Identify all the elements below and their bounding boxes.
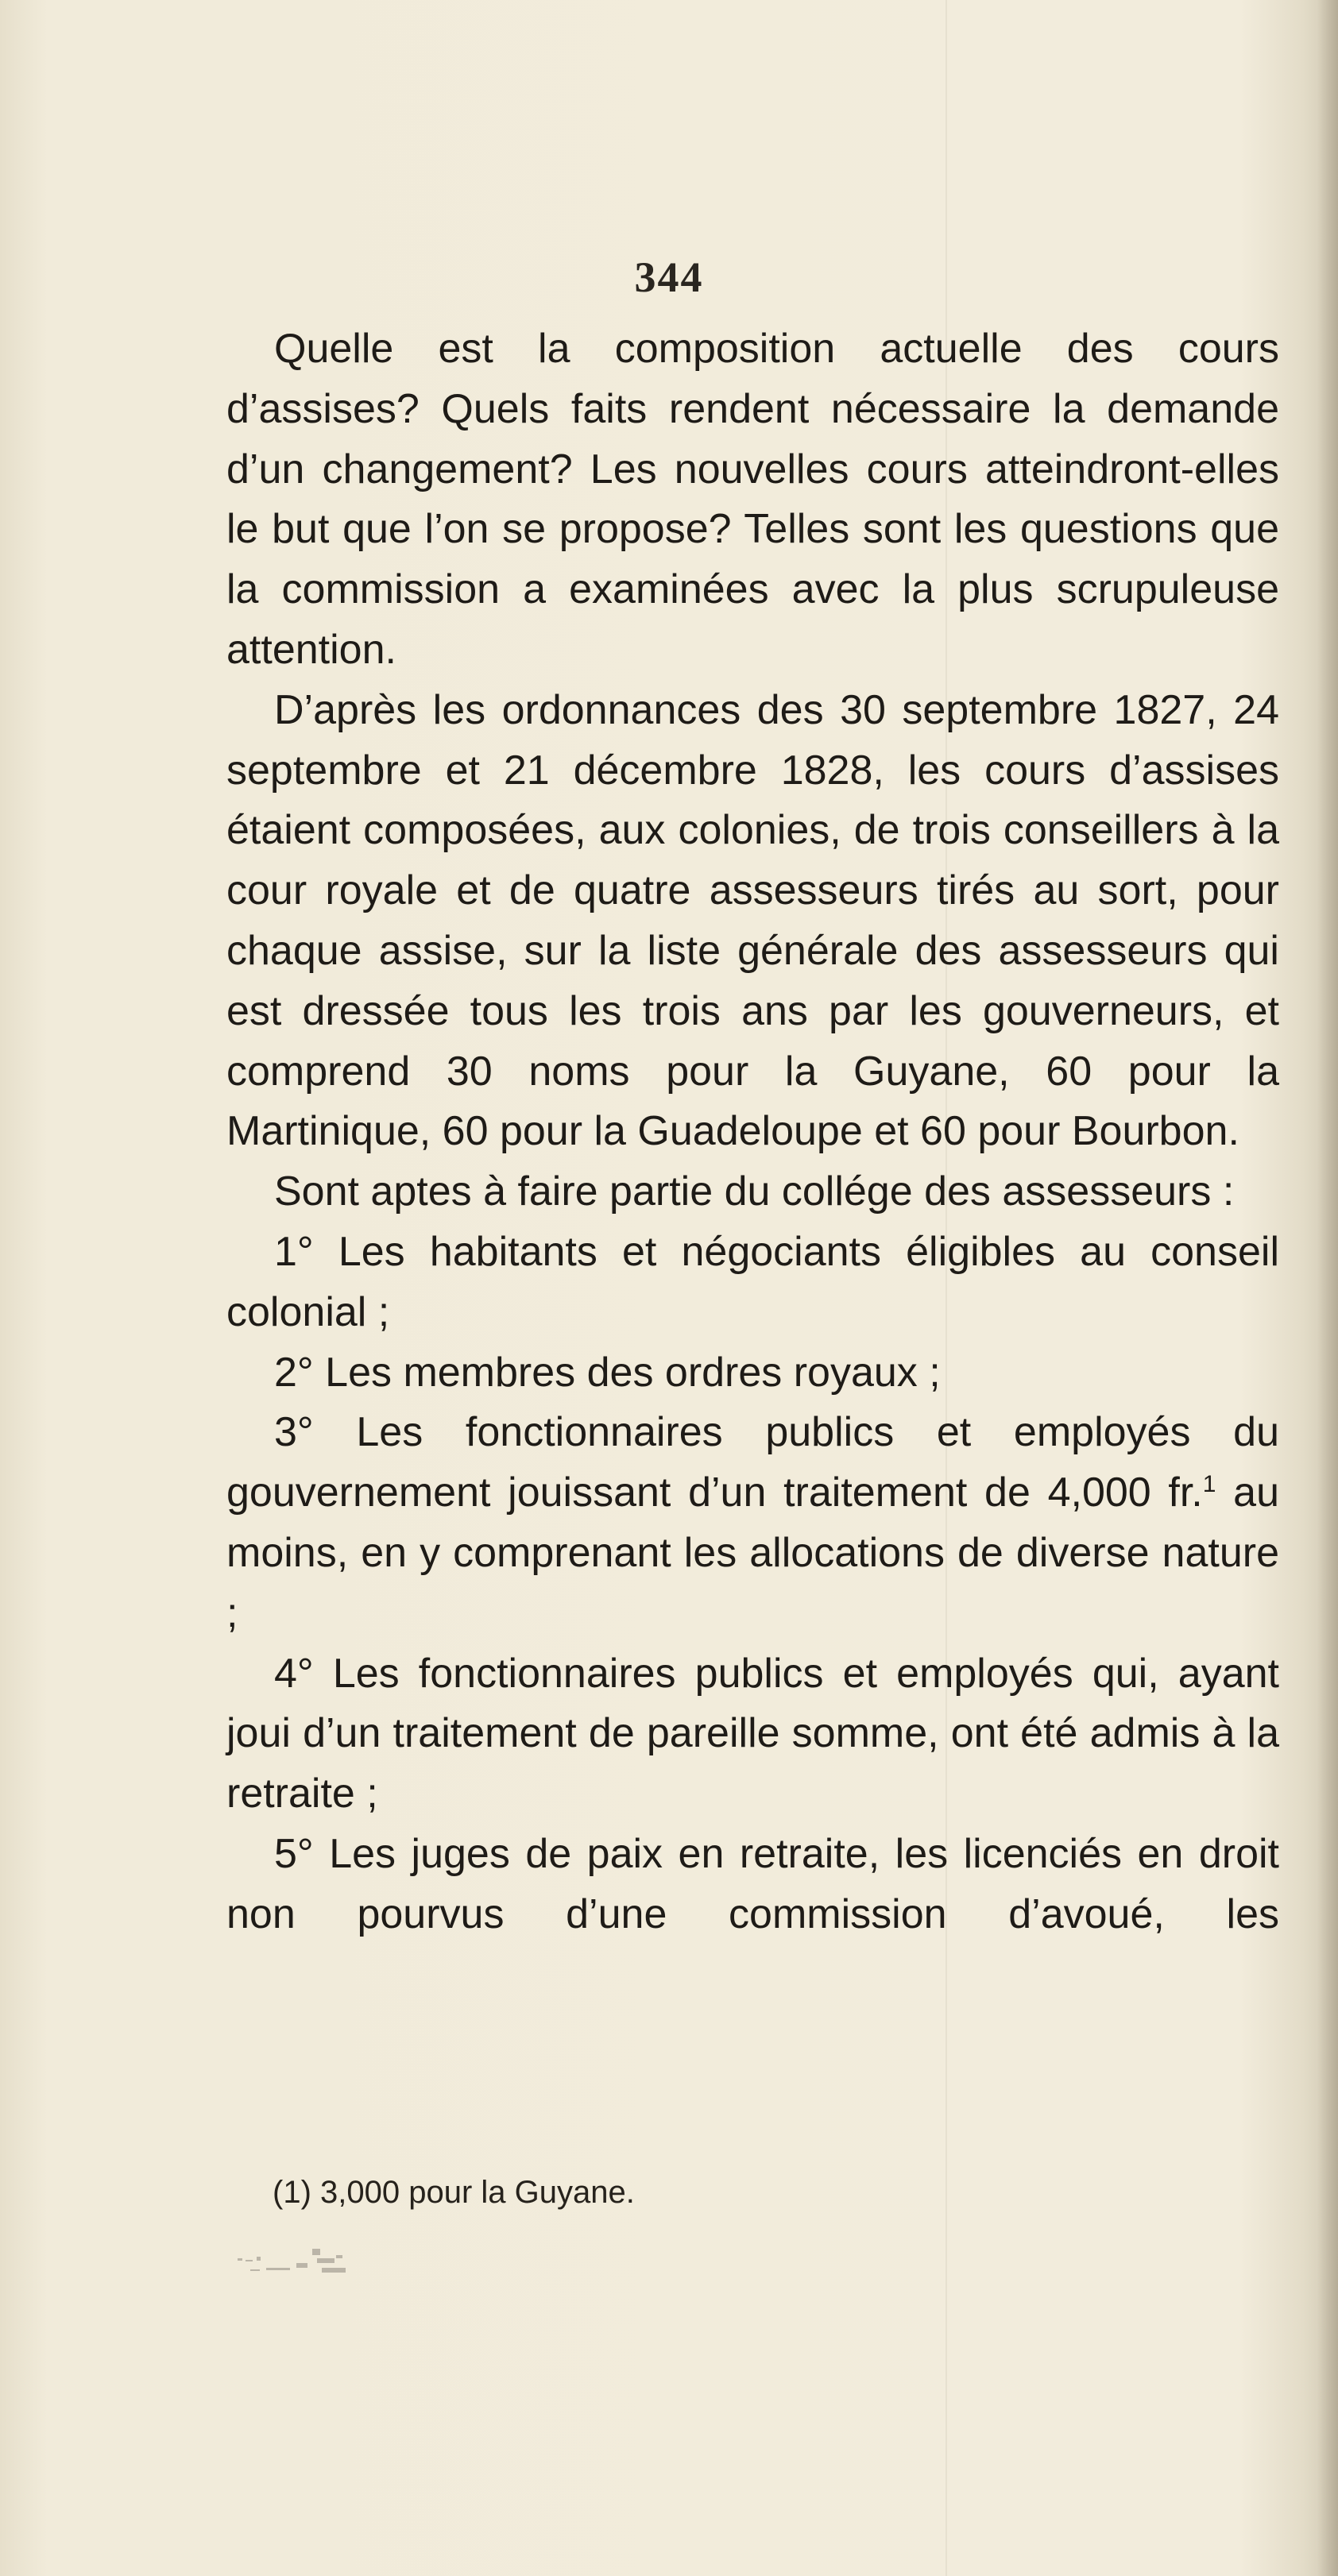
footnote-marker: 1 (1202, 1471, 1216, 1498)
list-item-3-continued: au moins, en y comprenant les allocations de diverse nature ; (226, 1470, 1280, 1636)
footnote: (1) 3,000 pour la Guyane. (273, 2175, 635, 2210)
list-item-2: 2° Les membres des ordres royaux ; (274, 1349, 941, 1396)
paragraph-intro: Quelle est la composition actuelle des cours d’assises? Quels faits rendent nécessaire la demande d’un changement? Les nouvelles cours atteindront-elles le but que l’on se propose? Telles sont les questions que la commission a examinées avec la plus scrupuleuse attention. (226, 326, 1279, 673)
list-item-5: 5° Les juges de paix en retraite, les licenciés en droit non pourvus d’une commission d’avoué, les (226, 1830, 1279, 1937)
paragraph-aptes: Sont aptes à faire partie du collége des assesseurs : (274, 1168, 1235, 1215)
list-item-4: 4° Les fonctionnaires publics et employés qui, ayant joui d’un traitement de pareille somme, ont été admis à la retraite ; (226, 1650, 1279, 1817)
body-text (226, 319, 1279, 1945)
list-item-3 (226, 1403, 1279, 1643)
list-item-1: 1° Les habitants et négociants éligibles au conseil colonial ; (226, 1228, 1279, 1335)
list-item-3-text: 3° Les fonctionnaires publics et employés du gouvernement jouissant d’un traitement de 4,000 fr. (226, 1409, 1279, 1516)
page-number: 344 (634, 253, 704, 301)
paragraph-ordonnances: D’après les ordonnances des 30 septembre 1827, 24 septembre et 21 décembre 1828, les cours d’assises étaient composées, aux colonies, de trois conseillers à la cour royale et de quatre assesseurs tirés au sort, pour chaque assise, sur la liste générale des assesseurs qui est dressée tous les trois ans par les gouverneurs, et comprend 30 noms pour la Guyane, 60 pour la Martinique, 60 pour la Guadeloupe et 60 pour Bourbon. (226, 686, 1279, 1155)
page-edge-shadow (1317, 0, 1338, 2576)
library-stamp-mark (234, 2244, 362, 2284)
